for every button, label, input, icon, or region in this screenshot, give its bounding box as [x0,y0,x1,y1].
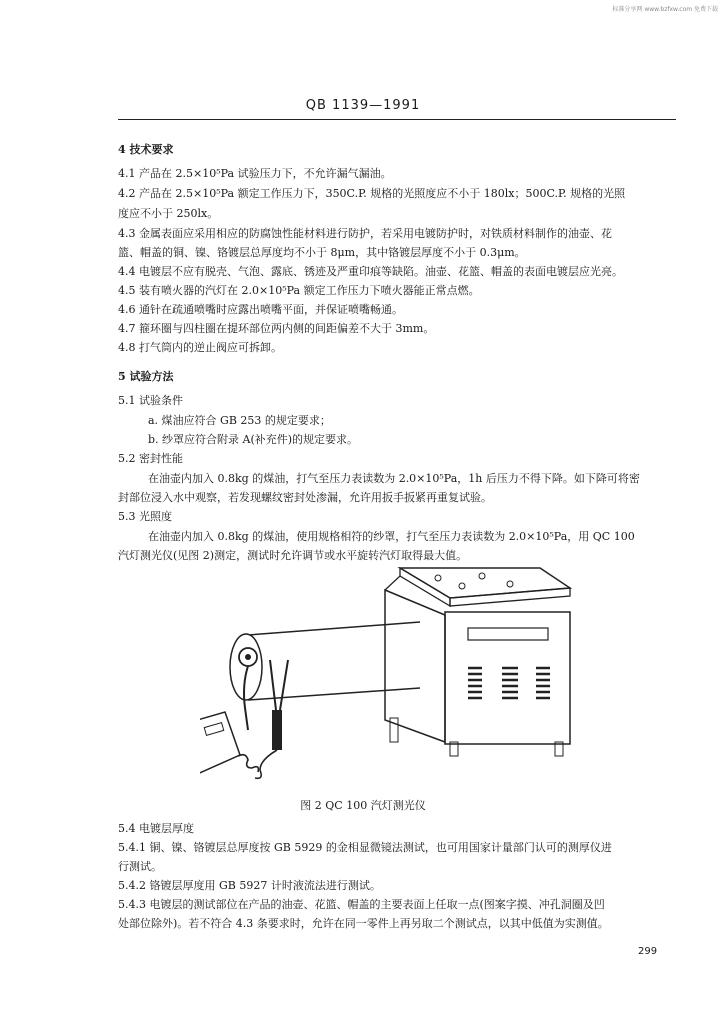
clause: 4.6 通针在疏通喷嘴时应露出喷嘴平面，并保证喷嘴畅通。 [118,303,403,316]
clause: 4.7 箍环圈与四柱圈在提环部位两内侧的间距偏差不大于 3mm。 [118,322,435,335]
figure-caption: 图 2 QC 100 汽灯测光仪 [300,799,426,812]
paragraph: 在油壶内加入 0.8kg 的煤油，使用规格相符的纱罩，打气至压力表读数为 2.0×10⁵Pa，用 QC 100 [148,530,635,543]
clause: 5.4.2 铬镀层厚度用 GB 5927 计时液流法进行测试。 [118,879,381,892]
section-heading: 4 技术要求 [118,143,174,156]
clause: 4.1 产品在 2.5×10⁵Pa 试验压力下，不允许漏气漏油。 [118,167,392,180]
paragraph: 在油壶内加入 0.8kg 的煤油，打气至压力表读数为 2.0×10⁵Pa，1h 后压力不得下降。如下降可将密 [148,472,640,485]
subsection-heading: 5.4 电镀层厚度 [118,822,194,835]
page-number: 299 [638,946,658,957]
clause: 4.5 装有喷火器的汽灯在 2.0×10⁵Pa 额定工作压力下喷火器能正常点燃。 [118,284,480,297]
clause: 5.4.1 铜、镍、铬镀层总厚度按 GB 5929 的金相显微镜法测试，也可用国家计量部门认可的测厚仪进 [118,841,612,854]
clause-continued: 行测试。 [118,860,162,873]
running-header: QB 1139—1991 [305,98,421,113]
watermark: 标准分享网 www.bzfxw.com 免费下载 [612,6,718,13]
clause: 5.4.3 电镀层的测试部位在产品的油壶、花篮、帽盖的主要表面上任取一点(图案字摸、冲孔洞圈及凹 [118,898,605,911]
subsection-heading: 5.3 光照度 [118,510,172,523]
clause: 4.2 产品在 2.5×10⁵Pa 额定工作压力下，350C.P. 规格的光照度应不小于 180lx；500C.P. 规格的光照 [118,187,626,200]
clause: 4.3 金属表面应采用相应的防腐蚀性能材料进行防护，若采用电镀防护时，对铁质材料制作的油壶、花 [118,227,612,240]
subsection-heading: 5.1 试验条件 [118,394,183,407]
clause: 4.4 电镀层不应有脱壳、气泡、露底、锈迹及严重印痕等缺陷。油壶、花篮、帽盖的表面电镀层应光亮。 [118,265,623,278]
list-item: b. 纱罩应符合附录 A(补充件)的规定要求。 [148,433,359,446]
clause-continued: 篮、帽盖的铜、镍、铬镀层总厚度均不小于 8μm，其中铬镀层厚度不小于 0.3μm。 [118,246,526,259]
list-item: a. 煤油应符合 GB 253 的规定要求； [148,414,331,427]
clause-continued: 处部位除外)。若不符合 4.3 条要求时，允许在同一零件上再另取二个测试点，以其中低值为实测值。 [118,917,609,930]
clause: 4.8 打气筒内的逆止阀应可拆卸。 [118,341,282,354]
paragraph-continued: 封部位浸入水中观察，若发现螺纹密封处渗漏，允许用扳手扳紧再重复试验。 [118,491,492,504]
section-heading: 5 试验方法 [118,370,174,383]
light-meter-figure [200,560,590,785]
subsection-heading: 5.2 密封性能 [118,452,183,465]
header-rule [118,119,676,120]
paragraph-continued: 汽灯测光仪(见图 2)测定，测试时允许调节或水平旋转汽灯取得最大值。 [118,549,468,562]
clause-continued: 度应不小于 250lx。 [118,207,219,220]
